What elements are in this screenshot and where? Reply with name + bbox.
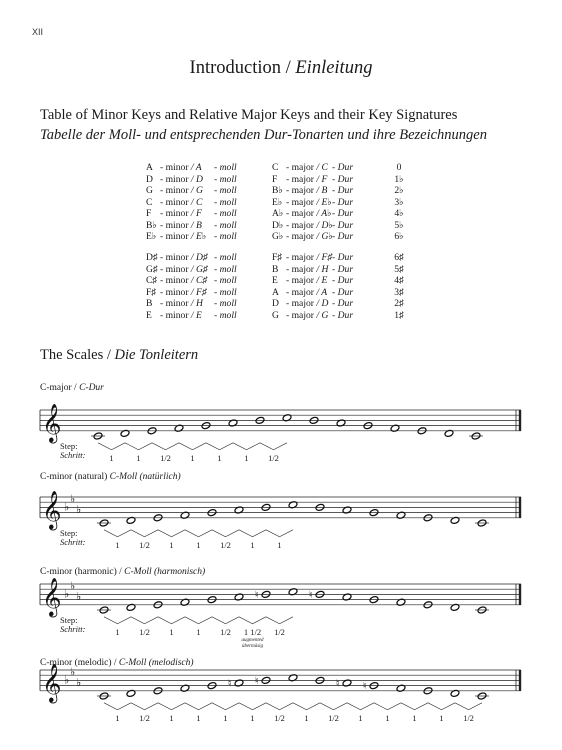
table-heading-en: Table of Minor Keys and Relative Major Keys and their Key Signatures — [40, 107, 458, 123]
major-key-de: / D — [316, 298, 329, 309]
major-key: D — [272, 298, 279, 309]
step-bracket — [131, 617, 158, 624]
step-bracket — [179, 443, 206, 450]
step-value: 1 — [217, 452, 222, 463]
dur-label: - Dur — [332, 162, 354, 173]
dur-label: - Dur — [332, 309, 354, 321]
scales-heading-separator: / — [103, 347, 115, 363]
treble-clef-icon: 𝄞 — [42, 489, 62, 529]
minor-key-de: / D♯ — [190, 252, 208, 263]
step-value: 1 — [196, 712, 201, 723]
major-key-de: / E♭ — [316, 196, 332, 208]
dur-label: - Dur — [332, 275, 354, 286]
step-value: 1/2 — [463, 712, 474, 723]
scale-name-en: C-major — [40, 383, 72, 393]
treble-clef-icon: 𝄞 — [42, 576, 62, 616]
key-signature: 3♯ — [394, 286, 404, 298]
major-key: D♭ — [272, 219, 284, 231]
major-key: B♭ — [272, 185, 283, 196]
step-bracket — [185, 530, 212, 537]
minor-key-de: / A — [190, 162, 202, 173]
key-flat-icon: ♭ — [64, 587, 70, 601]
step-bracket — [98, 443, 125, 450]
step-label-de: Schritt: — [60, 536, 86, 547]
major-key: G — [272, 309, 279, 321]
step-value: 1 — [109, 452, 114, 463]
table-heading-de: Tabelle der Moll- und entsprechenden Dur-Tonarten und ihre Bezeichnungen — [40, 127, 487, 143]
natural-icon: ♮ — [255, 675, 259, 687]
augmented-en: augmented — [241, 637, 264, 643]
key-signature: 3♭ — [394, 196, 404, 208]
key-signature: 6♯ — [394, 252, 404, 263]
dur-label: - Dur — [332, 286, 354, 298]
key-signature: 4♯ — [394, 275, 404, 286]
dur-label: - Dur — [332, 173, 354, 185]
key-flat-icon: ♭ — [76, 590, 82, 603]
step-value: 1 — [412, 712, 417, 723]
major-word: - major — [286, 298, 314, 309]
step-label — [60, 616, 86, 634]
minor-key: F — [146, 208, 152, 219]
key-flat-icon: ♭ — [70, 492, 76, 506]
step-label — [60, 529, 86, 547]
step-label-de: Schritt: — [60, 623, 86, 634]
step-value: 1 — [115, 626, 120, 637]
key-signature: 2♭ — [394, 185, 404, 196]
treble-clef-icon: 𝄞 — [42, 402, 62, 442]
dur-label: - Dur — [332, 263, 354, 275]
title-en: Introduction — [189, 58, 281, 78]
page-number: XII — [32, 27, 44, 37]
step-label-en: Step: — [60, 527, 78, 538]
step-bracket — [266, 530, 293, 537]
step-value: 1 — [169, 626, 174, 637]
step-bracket — [212, 703, 239, 710]
step-value: 1 — [244, 452, 249, 463]
step-value: 1 — [358, 712, 363, 723]
minor-word: - minor — [160, 185, 189, 196]
scale-title — [40, 383, 104, 393]
minor-word: - minor — [160, 208, 189, 219]
minor-key-de: / C♯ — [190, 275, 208, 286]
minor-word: - minor — [160, 252, 189, 263]
moll-label: - moll — [214, 162, 237, 173]
minor-key-de: / B — [190, 219, 202, 231]
step-bracket — [104, 530, 131, 537]
minor-key-de: / G — [190, 185, 203, 196]
key-flat-icon: ♭ — [64, 500, 70, 514]
step-value: 1/2 — [139, 539, 150, 550]
scales-heading-en: The Scales — [40, 347, 104, 363]
title-separator: / — [280, 58, 296, 78]
major-word: - major — [286, 309, 314, 321]
dur-label: - Dur — [332, 185, 354, 196]
step-bracket — [293, 703, 320, 710]
major-word: - major — [286, 173, 314, 185]
scale-title — [40, 567, 205, 577]
major-key-de: / E — [316, 275, 328, 286]
dur-label: - Dur — [332, 208, 354, 219]
step-value: 1 — [385, 712, 390, 723]
key-flat-icon: ♭ — [76, 503, 82, 516]
minor-key-de: / C — [190, 196, 203, 208]
step-bracket — [374, 703, 401, 710]
step-label-en: Step: — [60, 614, 78, 625]
step-bracket — [185, 617, 212, 624]
minor-key: D♯ — [146, 252, 158, 263]
minor-word: - minor — [160, 286, 189, 298]
step-bracket — [266, 703, 293, 710]
step-value: 1 — [196, 626, 201, 637]
major-word: - major — [286, 162, 314, 173]
minor-key: E♭ — [146, 231, 157, 242]
scale-name-de: C-Moll (natürlich) — [109, 472, 181, 482]
major-word: - major — [286, 286, 314, 298]
minor-key: B♭ — [146, 219, 157, 231]
step-bracket — [152, 443, 179, 450]
dur-label: - Dur — [332, 252, 354, 263]
step-bracket — [185, 703, 212, 710]
minor-key: A — [146, 162, 153, 173]
step-bracket — [347, 703, 374, 710]
key-flat-icon: ♭ — [70, 579, 76, 593]
step-label — [60, 442, 86, 460]
step-value: 1 — [115, 712, 120, 723]
moll-label: - moll — [214, 298, 237, 309]
dur-label: - Dur — [332, 231, 354, 242]
title-de: Einleitung — [295, 58, 373, 78]
moll-label: - moll — [214, 208, 237, 219]
step-value: 1 — [250, 539, 255, 550]
natural-icon: ♮ — [228, 678, 232, 690]
scale-name-separator: / — [116, 567, 125, 577]
treble-clef-icon: 𝄞 — [42, 662, 62, 702]
major-key: E — [272, 275, 278, 286]
step-value: 1/2 — [268, 452, 279, 463]
key-signature: 1♭ — [394, 173, 404, 185]
moll-label: - moll — [214, 275, 237, 286]
minor-key: C — [146, 196, 153, 208]
minor-word: - minor — [160, 309, 189, 321]
minor-key: C♯ — [146, 275, 158, 286]
key-signature: 1♯ — [394, 309, 404, 321]
key-signature: 0 — [396, 162, 402, 173]
key-signature: 5♯ — [394, 263, 404, 275]
major-key-de: / F♯ — [316, 252, 333, 263]
major-key: E♭ — [272, 196, 283, 208]
dur-label: - Dur — [332, 219, 354, 231]
moll-label: - moll — [214, 252, 237, 263]
scale-name-de: C-Dur — [79, 383, 104, 393]
moll-label: - moll — [214, 309, 237, 321]
scale-name-de: C-Moll (harmonisch) — [124, 567, 206, 577]
minor-word: - minor — [160, 173, 189, 185]
step-bracket — [239, 617, 266, 624]
step-bracket — [428, 703, 455, 710]
minor-word: - minor — [160, 275, 189, 286]
scales-heading-de: Die Tonleitern — [114, 347, 199, 363]
step-value: 1 — [136, 452, 141, 463]
minor-key-de: / H — [190, 298, 203, 309]
moll-label: - moll — [214, 185, 237, 196]
step-bracket — [266, 617, 293, 624]
key-signature: 5♭ — [394, 219, 404, 231]
step-bracket — [401, 703, 428, 710]
step-bracket — [239, 703, 266, 710]
minor-key: D — [146, 173, 153, 185]
scale-name-separator: / — [71, 383, 80, 393]
step-bracket — [131, 530, 158, 537]
step-bracket — [233, 443, 260, 450]
scale-title — [40, 658, 194, 668]
scale-name-en: C-minor (melodic) — [40, 658, 112, 668]
minor-key-de: / E — [190, 309, 202, 321]
scale-name-en: C-minor (natural) — [40, 472, 108, 482]
key-signature: 6♭ — [394, 231, 404, 242]
major-key: G♭ — [272, 231, 284, 242]
major-key-de: / C — [316, 162, 328, 173]
step-value: 1 — [169, 539, 174, 550]
minor-key-de: / G♯ — [190, 263, 208, 275]
major-word: - major — [286, 275, 314, 286]
minor-key-de: / F — [190, 208, 202, 219]
step-label-en: Step: — [60, 440, 78, 451]
moll-label: - moll — [214, 173, 237, 185]
minor-word: - minor — [160, 263, 189, 275]
minor-key: G♯ — [146, 263, 158, 275]
augmented-note — [233, 638, 273, 650]
minor-word: - minor — [160, 196, 189, 208]
step-bracket — [158, 703, 185, 710]
step-bracket — [239, 530, 266, 537]
step-bracket — [206, 443, 233, 450]
step-bracket — [104, 617, 131, 624]
minor-key-de: / D — [190, 173, 203, 185]
major-key: A — [272, 286, 279, 298]
major-key-de: / G♭ — [316, 231, 333, 242]
step-bracket — [212, 530, 239, 537]
key-signature: 2♯ — [394, 298, 404, 309]
major-key-de: / F — [316, 173, 328, 185]
scale-name-separator: / — [111, 658, 119, 668]
step-value: 1/2 — [220, 539, 231, 550]
moll-label: - moll — [214, 219, 237, 231]
step-bracket — [320, 703, 347, 710]
key-signature: 4♭ — [394, 208, 404, 219]
step-value: 1/2 — [220, 626, 231, 637]
major-key-de: / G — [316, 309, 329, 321]
moll-label: - moll — [214, 196, 237, 208]
step-value: 1 — [115, 539, 120, 550]
step-value: 1 — [304, 712, 309, 723]
natural-icon: ♮ — [255, 589, 259, 601]
major-key-de: / H — [316, 263, 329, 275]
moll-label: - moll — [214, 286, 237, 298]
step-bracket — [131, 703, 158, 710]
step-bracket — [158, 617, 185, 624]
major-word: - major — [286, 208, 314, 219]
natural-icon: ♮ — [309, 589, 313, 601]
scale-name-en: C-minor (harmonic) — [40, 567, 117, 577]
minor-word: - minor — [160, 219, 189, 231]
minor-key: B — [146, 298, 153, 309]
major-key-de: / B — [316, 185, 328, 196]
step-bracket — [260, 443, 287, 450]
minor-key: F♯ — [146, 286, 157, 298]
step-bracket — [104, 703, 131, 710]
major-key-de: / A — [316, 286, 328, 298]
major-key-de: / A♭ — [316, 208, 332, 219]
major-key: B — [272, 263, 279, 275]
major-key: A♭ — [272, 208, 284, 219]
major-key: F — [272, 173, 278, 185]
step-bracket — [125, 443, 152, 450]
step-value: 1 — [439, 712, 444, 723]
step-bracket — [158, 530, 185, 537]
minor-key: E — [146, 309, 152, 321]
step-value: 1 — [223, 712, 228, 723]
minor-word: - minor — [160, 162, 189, 173]
moll-label: - moll — [214, 231, 237, 242]
dur-label: - Dur — [332, 298, 354, 309]
step-label-de: Schritt: — [60, 449, 86, 460]
major-word: - major — [286, 231, 314, 242]
moll-label: - moll — [214, 263, 237, 275]
key-flat-icon: ♭ — [64, 673, 70, 687]
step-value: 1 — [190, 452, 195, 463]
step-value: 1 — [169, 712, 174, 723]
step-value: 1/2 — [160, 452, 171, 463]
minor-word: - minor — [160, 231, 189, 242]
major-key-de: / D♭ — [316, 219, 333, 231]
major-word: - major — [286, 219, 314, 231]
scale-title — [40, 472, 181, 482]
major-key: C — [272, 162, 279, 173]
step-value: 1 — [196, 539, 201, 550]
major-word: - major — [286, 196, 314, 208]
natural-icon: ♮ — [363, 681, 367, 693]
step-value: 1 — [277, 539, 282, 550]
natural-icon: ♮ — [336, 678, 340, 690]
major-key: F♯ — [272, 252, 283, 263]
key-flat-icon: ♭ — [70, 665, 76, 679]
step-value: 1/2 — [274, 626, 285, 637]
step-value: 1/2 — [139, 626, 150, 637]
minor-key-de: / E♭ — [190, 231, 207, 242]
step-bracket — [455, 703, 482, 710]
step-value: 1/2 — [274, 712, 285, 723]
major-word: - major — [286, 185, 314, 196]
step-value: 1/2 — [139, 712, 150, 723]
minor-word: - minor — [160, 298, 189, 309]
step-value: 1 — [250, 712, 255, 723]
scale-name-de: C-Moll (melodisch) — [118, 658, 194, 668]
minor-key: G — [146, 185, 153, 196]
minor-key-de: / F♯ — [190, 286, 207, 298]
major-word: - major — [286, 252, 314, 263]
major-word: - major — [286, 263, 314, 275]
step-bracket — [212, 617, 239, 624]
step-value: 1 1/2 — [243, 626, 262, 637]
augmented-de: übermäsig — [241, 643, 264, 649]
step-value: 1/2 — [328, 712, 339, 723]
dur-label: - Dur — [332, 196, 354, 208]
key-flat-icon: ♭ — [76, 676, 82, 689]
